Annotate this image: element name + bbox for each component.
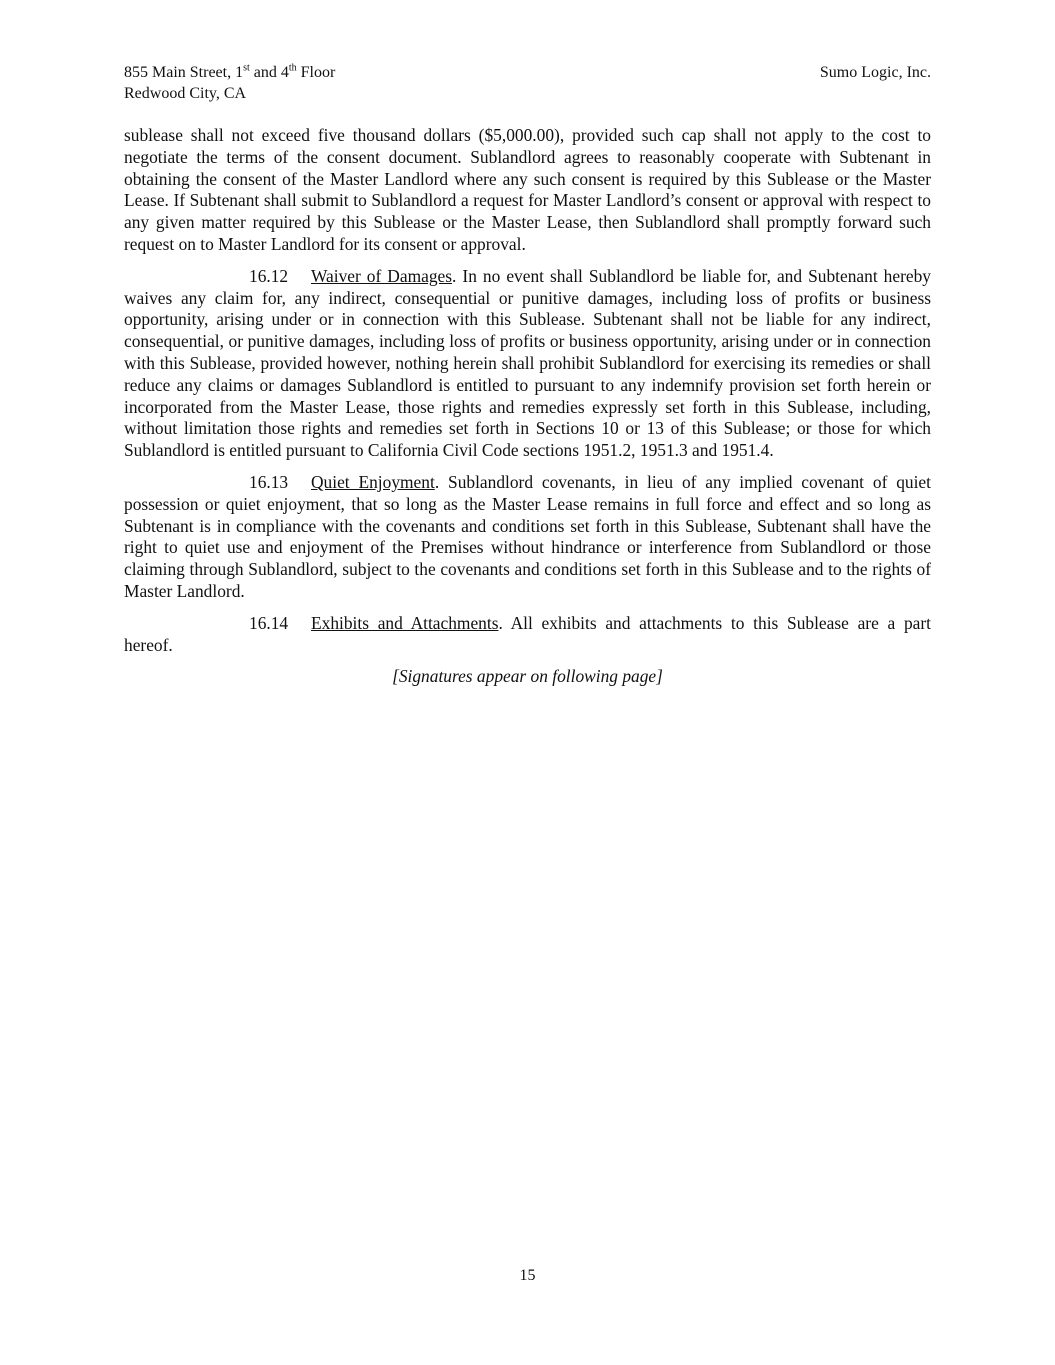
section-text: . In no event shall Sublandlord be liable for, and Subtenant hereby waives any claim for, any indirect, consequential or punitive damages, including loss of profits or business opportunity, arising under or in connection with this Sublease. Subtenant shall not be liable for any indirect, consequential, or punitive damages, including loss of profits or business opportunity, arising under or in connection with this Sublease, provided however, nothing herein shall prohibit Sublandlord for exercising its remedies or shall reduce any claims or damages Sublandlord is entitled to pursuant to any indemnify provision set forth herein or incorporated from the Master Lease, those rights and remedies expressly set forth in this Sublease, including, without limitation those rights and remedies set forth in Sections 10 or 13 of this Sublease; or those for which Sublandlord is entitled pursuant to California Civil Code sections 1951.2, 1951.3 and 1951.4.	[124, 265, 931, 461]
section-16-12	[124, 266, 931, 462]
section-title: Exhibits and Attachments	[311, 612, 499, 633]
section-title: Waiver of Damages	[311, 265, 453, 286]
header-company: Sumo Logic, Inc.	[819, 64, 931, 81]
section-number: 16.12	[249, 265, 289, 286]
section-text: . All exhibits and attachments to this Sublease are a part hereof.	[124, 612, 931, 655]
header-address-line1	[124, 62, 624, 83]
section-number: 16.14	[249, 612, 289, 633]
address-text-1: 855 Main Street, 1	[124, 64, 244, 81]
section-title: Quiet Enjoyment	[311, 471, 435, 492]
document-body	[124, 125, 931, 698]
address-text-2: and 4	[249, 64, 289, 81]
section-16-13	[124, 472, 931, 603]
section-number: 16.13	[249, 471, 289, 492]
address-sup-2: th	[288, 62, 297, 74]
paragraph-continued: sublease shall not exceed five thousand dollars ($5,000.00), provided such cap shall not apply to the cost to negotiate the terms of the consent document. Sublandlord agrees to reasonably cooperate with Subtenant in obtaining the consent of the Master Landlord where any such consent is required by this Sublease or the Master Lease. If Subtenant shall submit to Sublandlord a request for Master Landlord’s consent or approval with respect to any given matter required by this Sublease or the Master Lease, then Sublandlord shall promptly forward such request on to Master Landlord for its consent or approval.	[124, 125, 931, 254]
address-text-3: Floor	[296, 64, 336, 81]
section-text: . Sublandlord covenants, in lieu of any implied covenant of quiet possession or quiet enjoyment, that so long as the Master Lease remains in full force and effect and so long as Subtenant is in compliance with the covenants and conditions set forth in this Sublease, Subtenant shall have the right to quiet use and enjoyment of the Premises without hindrance or interference from Sublandlord or those claiming through Sublandlord, subject to the covenants and conditions set forth in this Sublease and to the rights of Master Landlord.	[124, 471, 931, 601]
document-page	[124, 0, 931, 1365]
section-16-14	[124, 613, 931, 657]
header-address-line2: Redwood City, CA	[124, 85, 247, 102]
address-sup-1: st	[243, 62, 250, 74]
header-address	[124, 62, 624, 104]
page-number: 15	[519, 1267, 536, 1284]
signature-note: [Signatures appear on following page]	[392, 666, 663, 687]
